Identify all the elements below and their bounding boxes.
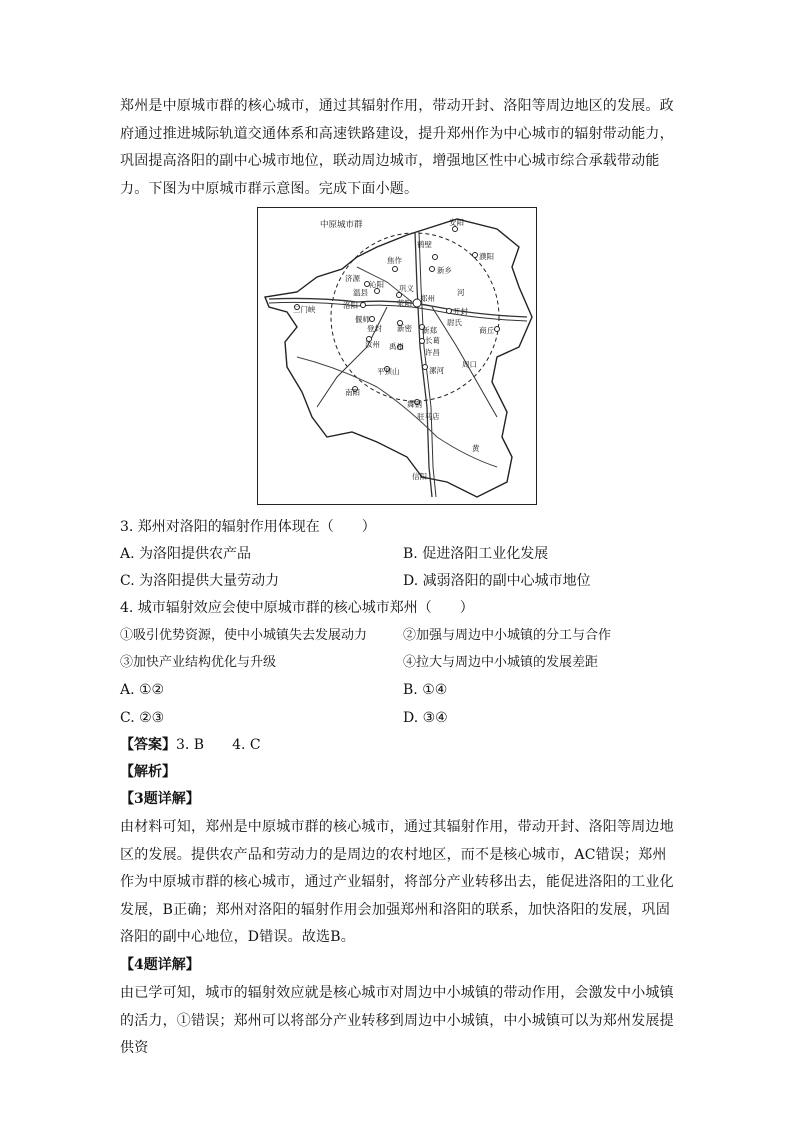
q3-option-a[interactable]: A. 为洛阳提供农产品 bbox=[120, 546, 252, 562]
svg-text:长葛: 长葛 bbox=[425, 336, 440, 345]
svg-text:鹤壁: 鹤壁 bbox=[417, 240, 432, 249]
q3-detail-text: 由材料可知，郑州是中原城市群的核心城市，通过其辐射作用，带动开封、洛阳等周边地区的发展。提供农产品和劳动力的是周边的农村地区，而不是核心城市，AC错误；郑州作为中原城市群的核心城市，通过产业辐射，将部分产业转移出去，能促进洛阳的工业化发展，B正确；郑州对洛阳的辐射作用会加强郑州和洛阳的联系，加快洛阳的发展，巩固洛阳的副中心地位，D错误。故选B。 bbox=[120, 819, 674, 945]
svg-text:商丘: 商丘 bbox=[479, 326, 494, 335]
svg-text:黄: 黄 bbox=[472, 444, 480, 453]
q4-option-a[interactable]: A. ①② bbox=[120, 682, 165, 698]
svg-text:三门峡: 三门峡 bbox=[293, 305, 316, 314]
svg-text:荥阳: 荥阳 bbox=[397, 299, 412, 308]
answer-text: 3. B 4. C bbox=[176, 737, 261, 753]
svg-text:许昌: 许昌 bbox=[425, 348, 440, 357]
q3-option-c[interactable]: C. 为洛阳提供大量劳动力 bbox=[120, 573, 280, 589]
map-figure bbox=[257, 207, 537, 505]
svg-text:济源: 济源 bbox=[345, 274, 360, 283]
q3-option-b[interactable]: B. 促进洛阳工业化发展 bbox=[403, 546, 549, 562]
q4-option-c[interactable]: C. ②③ bbox=[120, 710, 165, 726]
svg-text:尉氏: 尉氏 bbox=[447, 318, 462, 327]
svg-text:郑州: 郑州 bbox=[420, 294, 435, 303]
svg-text:平顶山: 平顶山 bbox=[377, 367, 400, 376]
q3-stem: 3. 郑州对洛阳的辐射作用体现在（ ） bbox=[120, 519, 376, 535]
svg-text:沁阳: 沁阳 bbox=[369, 280, 384, 289]
svg-text:周口: 周口 bbox=[462, 360, 477, 369]
q3-option-d[interactable]: D. 减弱洛阳的副中心城市地位 bbox=[403, 573, 591, 589]
svg-text:巩义: 巩义 bbox=[399, 284, 414, 293]
svg-text:洛阳: 洛阳 bbox=[343, 301, 358, 310]
q4-option-b[interactable]: B. ①④ bbox=[403, 682, 448, 698]
svg-text:南阳: 南阳 bbox=[345, 388, 360, 397]
q4-statement-1: ①吸引优势资源，使中小城镇失去发展动力 bbox=[120, 628, 368, 643]
svg-text:开封: 开封 bbox=[453, 307, 468, 316]
svg-text:中原城市群: 中原城市群 bbox=[320, 220, 363, 230]
svg-text:安阳: 安阳 bbox=[449, 218, 464, 227]
svg-text:河: 河 bbox=[457, 288, 465, 297]
q4-statement-3: ③加快产业结构优化与升级 bbox=[120, 655, 277, 670]
q4-statement-2: ②加强与周边中小城镇的分工与合作 bbox=[403, 628, 612, 643]
svg-text:新郑: 新郑 bbox=[422, 326, 437, 335]
svg-text:漯河: 漯河 bbox=[429, 366, 444, 375]
svg-text:驻马店: 驻马店 bbox=[417, 412, 440, 421]
intro-paragraph: 郑州是中原城市群的核心城市，通过其辐射作用，带动开封、洛阳等周边地区的发展。政府通过推进城际轨道交通体系和高速铁路建设，提升郑州作为中心城市的辐射带动能力，巩固提高洛阳的副中心城市地位，联动周边城市，增强地区性中心城市综合承载带动能力。下图为中原城市群示意图。完成下面小题。 bbox=[120, 98, 674, 197]
svg-text:舞钢: 舞钢 bbox=[407, 400, 422, 409]
q4-detail-label: 【4题详解】 bbox=[120, 957, 200, 973]
answer-label: 【答案】 bbox=[120, 737, 176, 753]
svg-text:偃师: 偃师 bbox=[355, 315, 370, 324]
q4-option-d[interactable]: D. ③④ bbox=[403, 710, 448, 726]
q4-detail-text: 由已学可知，城市的辐射效应就是核心城市对周边中小城镇的带动作用，会激发中小城镇的活力，①错误；郑州可以将部分产业转移到周边中小城镇，中小城镇可以为郑州发展提供资 bbox=[120, 985, 674, 1056]
svg-text:信阳: 信阳 bbox=[412, 472, 427, 481]
svg-text:焦作: 焦作 bbox=[387, 256, 402, 265]
q4-statement-4: ④拉大与周边中小城镇的发展差距 bbox=[403, 655, 599, 670]
svg-text:温县: 温县 bbox=[353, 288, 368, 297]
answer-line bbox=[120, 735, 261, 755]
svg-text:新乡: 新乡 bbox=[437, 266, 452, 275]
svg-text:登封: 登封 bbox=[367, 324, 382, 333]
svg-text:汝州: 汝州 bbox=[365, 340, 380, 349]
q4-stem: 4. 城市辐射效应会使中原城市群的核心城市郑州（ ） bbox=[120, 600, 474, 616]
analysis-label: 【解析】 bbox=[120, 764, 176, 780]
svg-text:新密: 新密 bbox=[397, 324, 412, 333]
svg-text:禹州: 禹州 bbox=[389, 342, 404, 351]
q3-detail-label: 【3题详解】 bbox=[120, 791, 200, 807]
svg-text:濮阳: 濮阳 bbox=[479, 252, 494, 261]
